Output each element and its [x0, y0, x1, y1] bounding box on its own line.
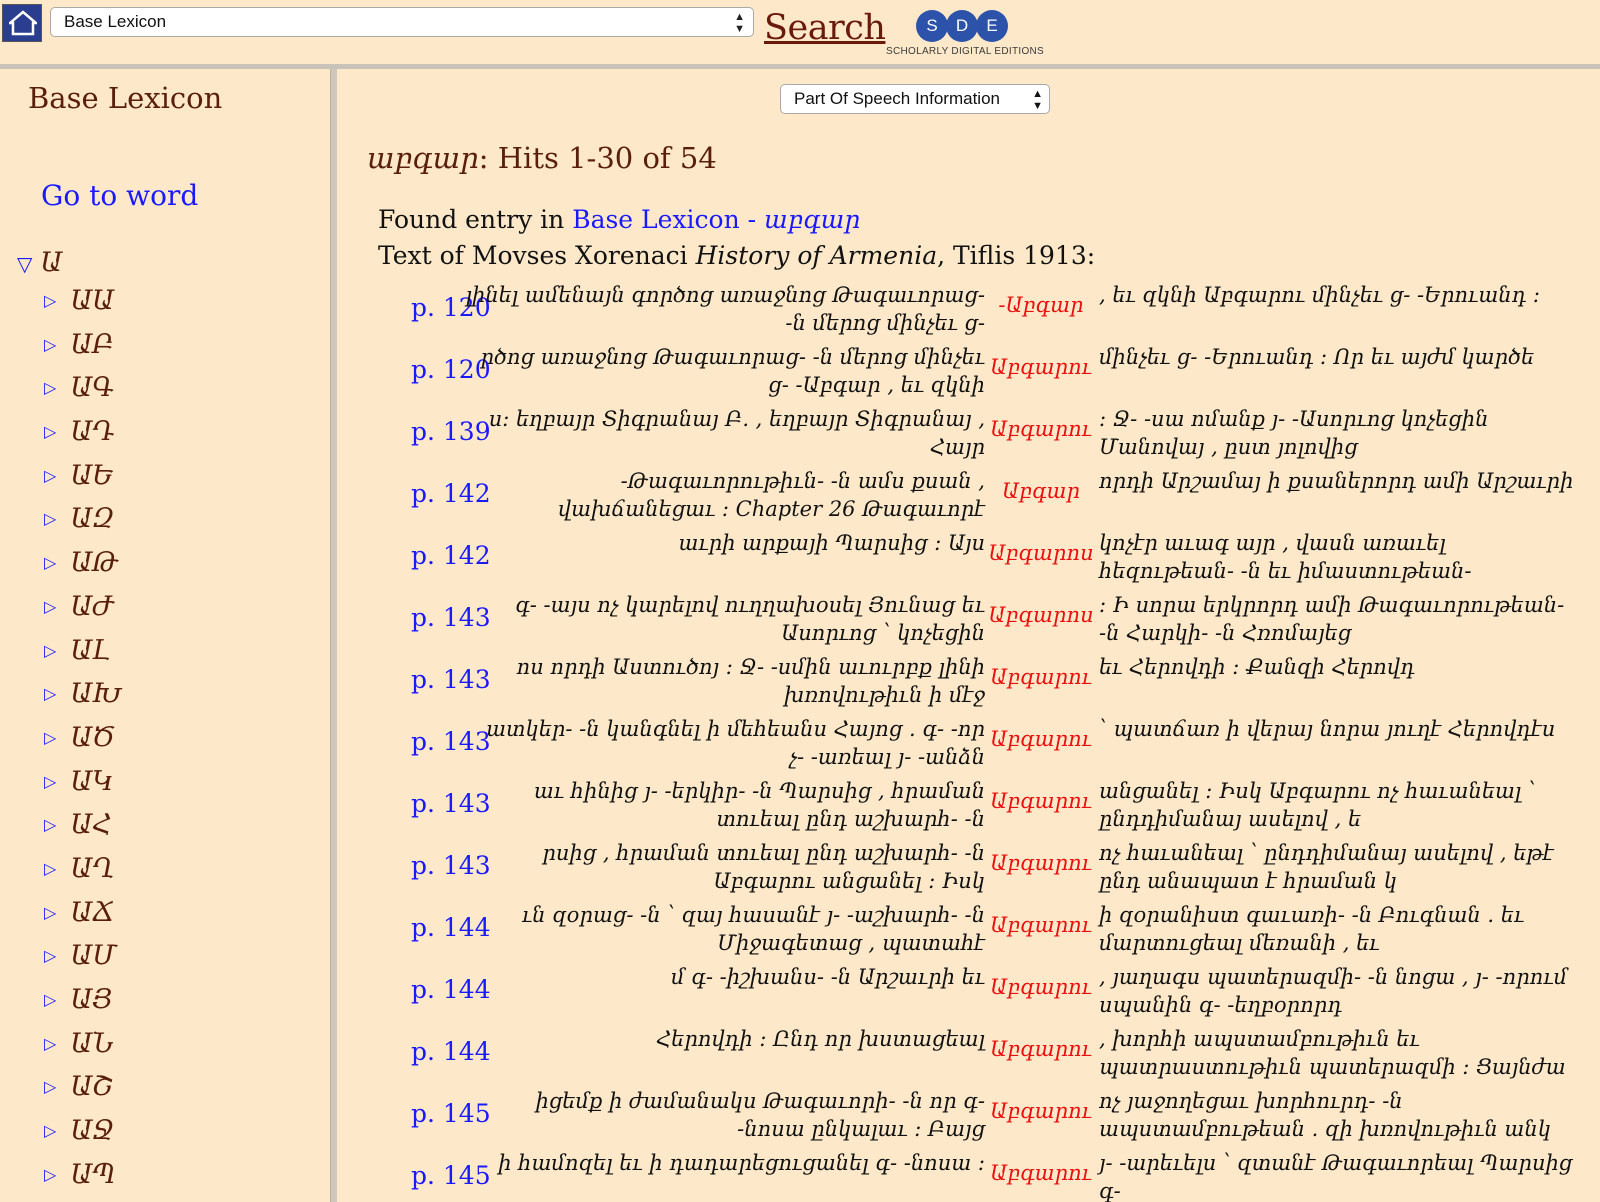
tree-item-label[interactable]: ԱԵ: [70, 459, 114, 491]
right-context: մինչեւ ց- -Երուանդ : Որ եւ այժմ կարծե: [1099, 345, 1535, 369]
logo-subtitle: SCHOLARLY DIGITAL EDITIONS: [886, 46, 1045, 57]
left-context: մ գ- -իշխանս- -ն Արշաւրի եւ: [671, 965, 985, 989]
found-entry-prefix: Found entry in: [378, 205, 565, 234]
pane-divider[interactable]: [330, 69, 337, 1202]
tree-item-label[interactable]: ԱԺ: [70, 590, 115, 622]
found-entry-line: [378, 205, 860, 234]
tree-item[interactable]: [44, 1071, 122, 1115]
tree-item[interactable]: [44, 591, 122, 635]
go-to-word-link[interactable]: Go to word: [41, 179, 199, 212]
hits-count: : Hits 1-30 of 54: [478, 141, 717, 175]
tree-item-label[interactable]: ԱԼ: [70, 634, 111, 666]
home-icon: [9, 10, 37, 36]
tree-item[interactable]: [44, 285, 122, 329]
tree-item-label[interactable]: ԱՅ: [70, 984, 113, 1015]
tree-item-label[interactable]: ԱԴ: [70, 416, 115, 448]
collapsed-triangle-icon[interactable]: ▷: [44, 422, 57, 442]
lexicon-select-value: Base Lexicon: [64, 12, 167, 31]
sidebar-title: Base Lexicon: [28, 81, 223, 115]
tree-item-label[interactable]: ԱՆ: [70, 1027, 114, 1059]
right-context: կոչէր աւագ այր , վասն առաւել հեզութեան- -ն եւ իմաստութեան-: [1099, 531, 1472, 583]
keyword-hit[interactable]: Աբգարոս: [988, 541, 1094, 565]
home-button[interactable]: [2, 4, 42, 42]
collapsed-triangle-icon[interactable]: ▷: [44, 946, 57, 966]
right-context: , խորհի ապստամբութիւն եւ պատրաստութիւն պատերազմի : Ցայնժա: [1099, 1027, 1566, 1079]
tree-item[interactable]: [44, 1028, 122, 1072]
collapsed-triangle-icon[interactable]: ▷: [44, 990, 57, 1009]
keyword-hit[interactable]: Աբգարու: [990, 417, 1092, 441]
page-link[interactable]: p. 144: [411, 913, 491, 942]
collapsed-triangle-icon[interactable]: ▷: [44, 1077, 57, 1097]
tree-item[interactable]: [44, 329, 122, 373]
collapsed-triangle-icon[interactable]: ▷: [44, 902, 57, 922]
right-context: յ- -արեւելս ՝ զտանէ Թագաւորեալ Պարսից գ-: [1099, 1151, 1573, 1202]
keyword-hit[interactable]: Աբգարու: [990, 1161, 1092, 1185]
concordance-row: [337, 835, 1600, 897]
collapsed-triangle-icon[interactable]: ▷: [44, 465, 57, 485]
found-entry-link-word[interactable]: աբգար: [764, 205, 861, 234]
tree-item-label[interactable]: ԱԽ: [70, 678, 122, 710]
left-context: աւրի արքայի Պարսից : Այս: [678, 531, 985, 555]
left-context: գ- -այս ոչ կարելով ուղղախօսել Յունաց եւ Ասորւոց ՝ կոչեցին: [515, 593, 985, 645]
found-entry-link[interactable]: [572, 205, 860, 234]
tree-item[interactable]: [44, 722, 122, 766]
hits-word: աբգար: [367, 141, 479, 175]
tree-item[interactable]: [44, 460, 122, 504]
tree-item[interactable]: [44, 853, 122, 897]
concordance-row: [337, 773, 1600, 835]
page-link[interactable]: p. 120: [411, 293, 491, 322]
page-link[interactable]: p. 120: [411, 355, 491, 384]
left-context: ւն զօրաց- -ն ՝ զայ հասանէ յ- -աշխարհ- -ն Միջագետաց , պատահէ: [522, 903, 985, 955]
right-context: : Ջ- -սա ոմանք յ- -Ասորւոց կոչեցին Մանովայ , ըստ յոլովից: [1099, 407, 1489, 459]
tree-item[interactable]: [44, 766, 122, 810]
page-link[interactable]: p. 144: [411, 1037, 491, 1066]
page-link[interactable]: p. 142: [411, 541, 491, 570]
top-bar: [0, 0, 1600, 69]
text-of-title: History of Armenia: [695, 241, 938, 270]
collapsed-triangle-icon[interactable]: ▷: [44, 1033, 57, 1053]
collapsed-triangle-icon[interactable]: ▷: [44, 509, 57, 529]
tree-item-label[interactable]: ԱԾ: [70, 721, 115, 753]
tree-item-label[interactable]: ԱՀ: [70, 809, 112, 841]
logo-letter-s: S: [916, 10, 948, 42]
part-of-speech-select-value: Part Of Speech Information: [794, 89, 1000, 108]
select-arrows-icon: ▲ ▼: [1032, 88, 1043, 112]
collapsed-triangle-icon[interactable]: ▷: [44, 684, 57, 704]
right-context: : Ի սորա երկրորդ ամի Թագաւորութեան- -ն Հարկի- -ն Հռոմայեց: [1099, 593, 1565, 645]
tree-item-label[interactable]: ԱԱ: [70, 285, 115, 316]
page-link[interactable]: p. 143: [411, 851, 491, 880]
left-context: ի համոզել եւ ի դադարեցուցանել գ- -նոսա :: [498, 1151, 985, 1175]
tree-item-label[interactable]: ԱԲ: [70, 328, 115, 360]
collapsed-triangle-icon[interactable]: ▷: [44, 553, 57, 573]
keyword-hit[interactable]: Աբգար: [1001, 479, 1081, 503]
concordance-row: [337, 463, 1600, 525]
tree-item[interactable]: [44, 503, 122, 547]
keyword-hit[interactable]: Աբգարու: [990, 975, 1092, 999]
keyword-hit[interactable]: Աբգարու: [990, 1037, 1092, 1061]
keyword-hit[interactable]: Աբգարու: [990, 665, 1092, 689]
collapsed-triangle-icon[interactable]: ▷: [44, 640, 57, 660]
page-link[interactable]: p. 144: [411, 975, 491, 1004]
text-of-line: [378, 241, 1095, 270]
tree-item-label[interactable]: ԱՇ: [70, 1071, 113, 1103]
left-context: լինել ամենայն գործոց առաջնոց Թագաւորաց- -ն մերոց մինչեւ ց-: [465, 283, 985, 335]
collapsed-triangle-icon[interactable]: ▷: [44, 1164, 57, 1184]
keyword-hit[interactable]: Աբգարոս: [988, 603, 1094, 627]
tree-item-label[interactable]: ԱՃ: [70, 896, 115, 928]
sde-logo[interactable]: [882, 8, 1082, 60]
text-of-suffix: , Tiflis 1913:: [937, 241, 1096, 270]
tree-item[interactable]: [44, 372, 122, 416]
right-context: ոչ հաւանեալ ՝ ընդդիմանայ ասելով , եթէ ընդ անապատ է հրաման կ: [1099, 841, 1554, 893]
tree-item[interactable]: [44, 416, 122, 460]
collapsed-triangle-icon[interactable]: ▷: [44, 1121, 57, 1141]
tree-item[interactable]: [44, 635, 122, 679]
tree-item-label[interactable]: ԱՄ: [70, 940, 117, 972]
part-of-speech-select[interactable]: [780, 84, 1050, 114]
left-context: Հերովդի : Ընդ որ խստացեալ: [656, 1027, 985, 1051]
tree-item-label[interactable]: ԱՊ: [70, 1158, 116, 1190]
page-link[interactable]: p. 145: [411, 1161, 491, 1190]
right-context: որդի Արշամայ ի քսաներորդ ամի Արշաւրի: [1099, 469, 1574, 493]
right-context: ոչ յաջողեցաւ խորհուրդ- -ն ապստամբութեան . զի խռովութիւն անկ: [1099, 1089, 1551, 1141]
left-context: ոս որդի Աստուծոյ : Ջ- -սմին աւուրբք լինի խռովութիւն ի մէջ: [516, 655, 985, 707]
concordance-row: [337, 401, 1600, 463]
page-link[interactable]: p. 139: [411, 417, 491, 446]
tree-item[interactable]: [44, 678, 122, 722]
main-content: [337, 69, 1600, 1202]
right-context: ՝ պատճառ ի վերայ նորա յուղէ Հերովդէս: [1099, 717, 1556, 741]
select-arrows-icon: ▲ ▼: [734, 11, 745, 35]
collapsed-triangle-icon[interactable]: ▷: [44, 378, 57, 398]
collapsed-triangle-icon[interactable]: ▷: [44, 291, 57, 310]
right-context: ի զօրանիստ գաւառի- -ն Բուգնան . եւ մարտուցեալ մեռանի , եւ: [1099, 903, 1525, 955]
tree-item-label[interactable]: ԱՋ: [70, 1115, 115, 1147]
tree-item-label[interactable]: ԱԿ: [70, 765, 114, 797]
collapsed-triangle-icon[interactable]: ▷: [44, 815, 57, 835]
tree-item[interactable]: [44, 897, 122, 941]
tree-item[interactable]: [44, 547, 122, 591]
left-context: րծոց առաջնոց Թագաւորաց- -ն մերոց մինչեւ ց- -Աբգար , եւ զկնի: [480, 345, 985, 397]
concordance-row: [337, 1021, 1600, 1083]
text-of-prefix: Text of Movses Xorenaci: [378, 241, 696, 270]
concordance-row: [337, 525, 1600, 587]
tree-root-item[interactable]: [17, 247, 62, 278]
concordance-row: [337, 339, 1600, 401]
keyword-hit[interactable]: Աբգարու: [990, 1099, 1092, 1123]
search-link[interactable]: Search: [764, 8, 886, 48]
keyword-hit[interactable]: Աբգարու: [990, 727, 1092, 751]
right-context: անցանել : Իսկ Աբգարու ոչ հաւանեալ ՝ ընդդիմանայ ասելով , ե: [1099, 779, 1536, 831]
concordance-row: [337, 277, 1600, 339]
concordance-row: [337, 1083, 1600, 1145]
left-context: աւ հինից յ- -երկիր- -ն Պարսից , հրաման տուեալ ընդ աշխարհ- -ն: [533, 779, 985, 831]
collapsed-triangle-icon[interactable]: ▷: [44, 334, 57, 354]
page-link[interactable]: p. 145: [411, 1099, 491, 1128]
page-link[interactable]: p. 142: [411, 479, 491, 508]
collapsed-triangle-icon[interactable]: ▷: [44, 771, 57, 791]
right-context: , յաղագս պատերազմի- -ն նոցա , յ- -որում սպանին գ- -եղբօրորդ: [1099, 965, 1568, 1017]
collapsed-triangle-icon[interactable]: ▷: [44, 596, 57, 616]
page-link[interactable]: p. 143: [411, 665, 491, 694]
left-context: ս: եղբայր Տիգրանայ Բ. , եղբայր Տիգրանայ , Հայր: [488, 407, 985, 459]
found-entry-link-text[interactable]: Base Lexicon -: [572, 205, 765, 234]
keyword-hit[interactable]: -Աբգար: [998, 293, 1084, 317]
expanded-triangle-icon[interactable]: ▽: [17, 252, 33, 276]
concordance-row: [337, 711, 1600, 773]
concordance-row: [337, 897, 1600, 959]
left-context: րսից , հրաման տուեալ ընդ աշխարհ- -ն Աբգարու անցանել : Իսկ: [542, 841, 985, 893]
concordance-row: [337, 959, 1600, 1021]
tree-item[interactable]: [44, 1159, 122, 1202]
left-context: ատկեր- -ն կանգնել ի մեհեանս Հայոց . գ- -որ չ- -առեալ յ- -անձն: [486, 717, 985, 769]
tree-item[interactable]: [44, 984, 122, 1028]
tree-item[interactable]: [44, 809, 122, 853]
concordance-row: [337, 587, 1600, 649]
concordance-row: [337, 1145, 1600, 1202]
tree-item[interactable]: [44, 1115, 122, 1159]
logo-letter-d: D: [946, 10, 978, 42]
keyword-hit[interactable]: Աբգարու: [990, 913, 1092, 937]
sidebar: [0, 69, 330, 1202]
page-link[interactable]: p. 143: [411, 727, 491, 756]
logo-letter-e: E: [976, 10, 1008, 42]
keyword-hit[interactable]: Աբգարու: [990, 355, 1092, 379]
tree-item-label[interactable]: ԱԶ: [70, 503, 115, 535]
concordance-row: [337, 649, 1600, 711]
collapsed-triangle-icon[interactable]: ▷: [44, 858, 57, 878]
page-link[interactable]: p. 143: [411, 603, 491, 632]
right-context: , եւ զկնի Աբգարու մինչեւ ց- -Երուանդ :: [1099, 283, 1540, 307]
right-context: եւ Հերովդի : Քանզի Հերովդ: [1099, 655, 1415, 679]
page-link[interactable]: p. 143: [411, 789, 491, 818]
lexicon-select[interactable]: [50, 7, 754, 37]
tree-item-label[interactable]: ԱԳ: [70, 372, 114, 404]
tree-root-label: Ա: [40, 247, 63, 278]
collapsed-triangle-icon[interactable]: ▷: [44, 727, 57, 747]
tree-item-label[interactable]: ԱՂ: [70, 852, 115, 884]
keyword-hit[interactable]: Աբգարու: [990, 851, 1092, 875]
left-context: իցեմք ի ժամանակս Թագաւորի- -ն որ գ- -նոսա ընկալաւ : Բայց: [535, 1089, 985, 1141]
tree-item-label[interactable]: ԱԹ: [70, 547, 119, 579]
hits-heading: [367, 141, 717, 175]
tree-item[interactable]: [44, 940, 122, 984]
tree-list: [44, 285, 122, 1202]
left-context: -Թագաւորութիւն- -ն ամս քսան , վախճանեցաւ : Chapter 26 Թագաւորէ: [557, 469, 985, 521]
keyword-hit[interactable]: Աբգարու: [990, 789, 1092, 813]
